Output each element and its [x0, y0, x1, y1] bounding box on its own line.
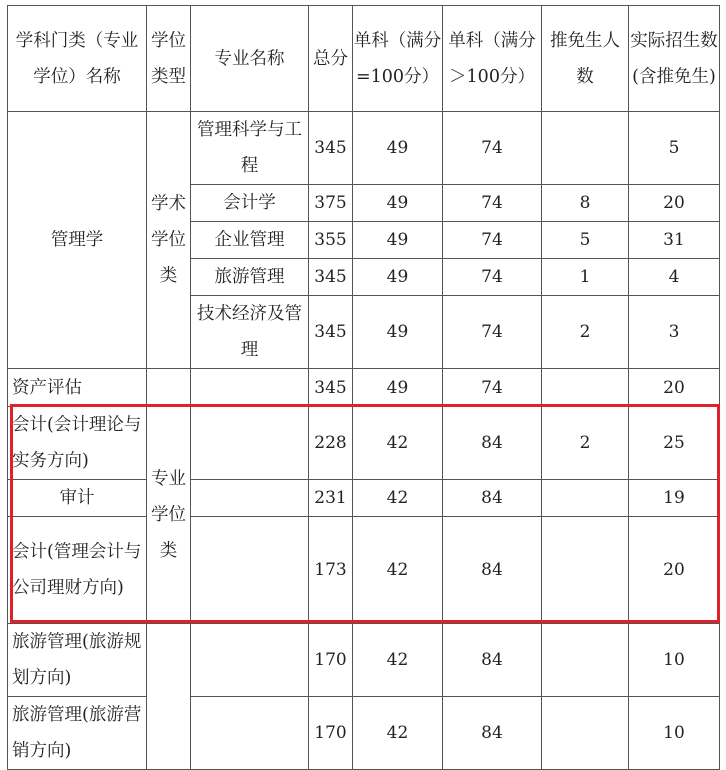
header-single-100: 单科（满分=100分） — [353, 6, 443, 112]
major-cell: 会计学 — [191, 185, 309, 222]
header-row — [8, 6, 720, 112]
major-cell — [191, 480, 309, 517]
actual-enrollment-cell: 20 — [629, 369, 720, 407]
total-score-cell: 170 — [309, 697, 353, 770]
total-score-cell: 345 — [309, 296, 353, 369]
single-100-cell: 42 — [353, 480, 443, 517]
recommended-cell — [542, 112, 629, 185]
single-over-100-cell: 74 — [443, 259, 542, 296]
admission-table-container — [7, 5, 720, 770]
actual-enrollment-cell: 4 — [629, 259, 720, 296]
table-row — [8, 697, 720, 770]
recommended-cell — [542, 697, 629, 770]
single-100-cell: 42 — [353, 517, 443, 624]
table-row — [8, 517, 720, 624]
degree-type-academic: 学术学位类 — [147, 112, 191, 369]
discipline-management: 管理学 — [8, 112, 147, 369]
single-over-100-cell: 84 — [443, 517, 542, 624]
single-over-100-cell: 74 — [443, 369, 542, 407]
major-cell: 企业管理 — [191, 222, 309, 259]
table-row — [8, 112, 720, 185]
total-score-cell: 345 — [309, 112, 353, 185]
recommended-cell: 2 — [542, 296, 629, 369]
header-total-score: 总分 — [309, 6, 353, 112]
degree-type-cell — [147, 624, 191, 770]
major-cell — [191, 407, 309, 480]
major-cell — [191, 369, 309, 407]
header-actual-enrollment: 实际招生数(含推免生) — [629, 6, 720, 112]
recommended-cell — [542, 624, 629, 697]
major-cell — [191, 697, 309, 770]
header-single-over-100: 单科（满分＞100分） — [443, 6, 542, 112]
recommended-cell: 5 — [542, 222, 629, 259]
total-score-cell: 170 — [309, 624, 353, 697]
table-row — [8, 407, 720, 480]
actual-enrollment-cell: 25 — [629, 407, 720, 480]
header-discipline: 学科门类（专业学位）名称 — [8, 6, 147, 112]
recommended-cell — [542, 480, 629, 517]
major-cell: 旅游管理 — [191, 259, 309, 296]
single-100-cell: 49 — [353, 259, 443, 296]
actual-enrollment-cell: 20 — [629, 517, 720, 624]
discipline-cell: 审计 — [8, 480, 147, 517]
single-over-100-cell: 84 — [443, 407, 542, 480]
actual-enrollment-cell: 3 — [629, 296, 720, 369]
single-100-cell: 49 — [353, 185, 443, 222]
actual-enrollment-cell: 31 — [629, 222, 720, 259]
single-100-cell: 49 — [353, 296, 443, 369]
admission-score-table — [7, 5, 720, 770]
discipline-cell: 旅游管理(旅游规划方向) — [8, 624, 147, 697]
header-degree-type: 学位类型 — [147, 6, 191, 112]
major-cell: 管理科学与工程 — [191, 112, 309, 185]
major-cell: 技术经济及管理 — [191, 296, 309, 369]
single-over-100-cell: 74 — [443, 222, 542, 259]
discipline-cell: 旅游管理(旅游营销方向) — [8, 697, 147, 770]
recommended-cell: 2 — [542, 407, 629, 480]
recommended-cell: 8 — [542, 185, 629, 222]
header-major: 专业名称 — [191, 6, 309, 112]
table-row — [8, 480, 720, 517]
major-cell — [191, 517, 309, 624]
discipline-cell: 会计(会计理论与实务方向) — [8, 407, 147, 480]
discipline-cell: 会计(管理会计与公司理财方向) — [8, 517, 147, 624]
total-score-cell: 231 — [309, 480, 353, 517]
degree-type-professional: 专业学位类 — [147, 407, 191, 624]
single-100-cell: 49 — [353, 222, 443, 259]
actual-enrollment-cell: 19 — [629, 480, 720, 517]
single-over-100-cell: 74 — [443, 296, 542, 369]
actual-enrollment-cell: 5 — [629, 112, 720, 185]
total-score-cell: 345 — [309, 259, 353, 296]
table-row — [8, 624, 720, 697]
degree-type-cell — [147, 369, 191, 407]
single-over-100-cell: 84 — [443, 480, 542, 517]
table-row — [8, 369, 720, 407]
total-score-cell: 375 — [309, 185, 353, 222]
single-100-cell: 42 — [353, 624, 443, 697]
actual-enrollment-cell: 20 — [629, 185, 720, 222]
actual-enrollment-cell: 10 — [629, 697, 720, 770]
total-score-cell: 355 — [309, 222, 353, 259]
header-recommended: 推免生人数 — [542, 6, 629, 112]
major-cell — [191, 624, 309, 697]
recommended-cell — [542, 369, 629, 407]
single-over-100-cell: 74 — [443, 185, 542, 222]
single-100-cell: 42 — [353, 697, 443, 770]
recommended-cell: 1 — [542, 259, 629, 296]
total-score-cell: 173 — [309, 517, 353, 624]
single-100-cell: 49 — [353, 369, 443, 407]
single-over-100-cell: 74 — [443, 112, 542, 185]
actual-enrollment-cell: 10 — [629, 624, 720, 697]
recommended-cell — [542, 517, 629, 624]
total-score-cell: 228 — [309, 407, 353, 480]
discipline-cell: 资产评估 — [8, 369, 147, 407]
single-100-cell: 49 — [353, 112, 443, 185]
single-100-cell: 42 — [353, 407, 443, 480]
single-over-100-cell: 84 — [443, 697, 542, 770]
total-score-cell: 345 — [309, 369, 353, 407]
single-over-100-cell: 84 — [443, 624, 542, 697]
